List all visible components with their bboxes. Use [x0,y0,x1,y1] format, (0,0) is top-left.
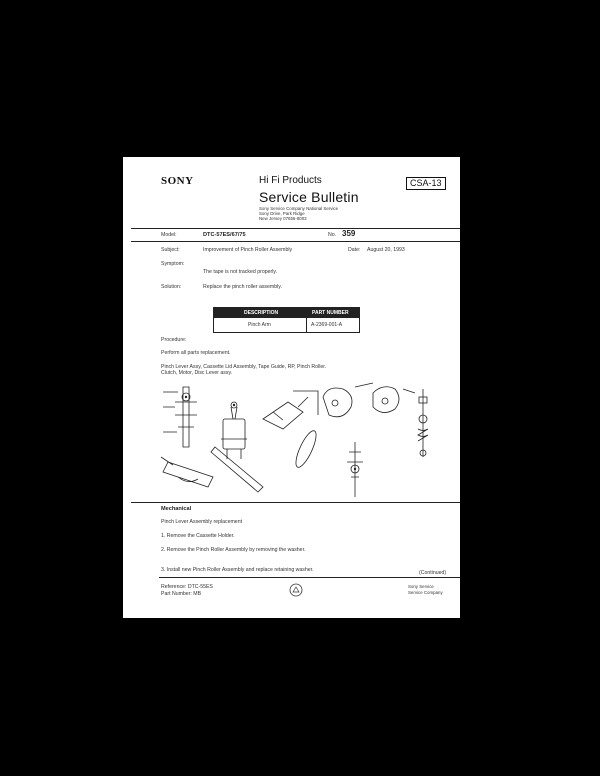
model-label: Model: [161,232,177,238]
header-description: DESCRIPTION [244,310,279,316]
symptom-value: The tape is not tracked properly. [203,269,278,275]
bulletin-title: Service Bulletin [259,189,359,205]
procedure-note-1: Pinch Lever Assy, Cassette Lid Assembly, Tape Guide, RP, Pinch Roller. [161,364,327,370]
footer-right-2: Service Company [408,590,443,595]
procedure-note-2: Clutch, Motor, Disc Lever assy. [161,370,233,376]
footer-divider [159,577,460,578]
symptom-label: Symptom: [161,261,185,267]
step-2: 2. Remove the Pinch Roller Assembly by removing the washer. [161,547,306,553]
procedure-label: Procedure: [161,337,187,343]
date-value: August 20, 1993 [367,247,405,253]
subject-label: Subject: [161,247,180,253]
procedure-line: Perform all parts replacement. [161,350,231,356]
recycle-icon [289,583,303,597]
model-value: DTC-57ES/67/75 [203,232,246,238]
number-label: No. [328,232,337,238]
subject-value: Improvement of Pinch Roller Assembly [203,247,293,253]
pinch-lever-heading: Pinch Lever Assembly replacement [161,519,243,525]
number-value: 359 [342,229,356,238]
address-line-3: New Jersey 07656-8003 [259,216,307,221]
bulletin-page [123,157,460,618]
footer-reference: Reference: DTC-55ES [161,584,213,590]
step-3: 3. Install new Pinch Roller Assembly and replace retaining washer. [161,567,314,573]
solution-label: Solution: [161,284,182,290]
address-line-1: Sony Service Company National Service [259,206,339,211]
header-part-number: PART NUMBER [312,310,349,316]
address-line-2: Sony Drive, Park Ridge [259,211,305,216]
solution-value: Replace the pinch roller assembly. [203,284,282,290]
footer-part-number: Part Number: MB [161,591,202,597]
bulletin-code-badge: CSA-13 [406,177,446,190]
cell-description: Pinch Arm [248,322,271,328]
sony-logo: SONY [161,175,194,187]
mechanical-heading: Mechanical [161,506,192,512]
date-label: Date: [348,247,361,253]
footer-right-1: Sony Service [408,584,434,589]
division-title: Hi Fi Products [259,175,322,186]
cell-part-number: A-2369-001-A [311,322,343,328]
step-1: 1. Remove the Cassette Holder. [161,533,235,539]
continued-note: (Continued) [419,570,447,576]
diagram-divider [131,502,460,503]
